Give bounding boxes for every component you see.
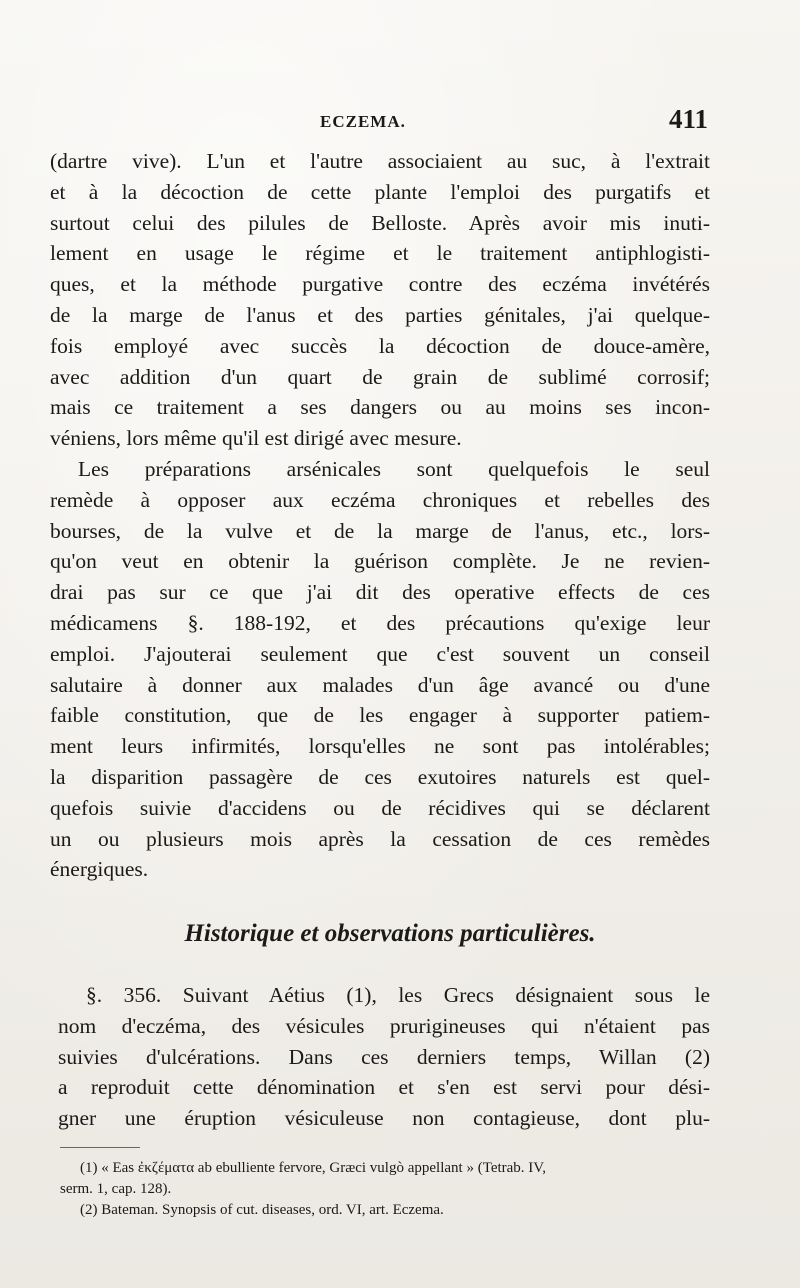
text-line: qu'on veut en obtenir la guérison complète. Je ne revien- <box>50 549 710 574</box>
text-line: faible constitution, que de les engager à supporter patiem- <box>50 703 710 728</box>
text-line: surtout celui des pilules de Belloste. Après avoir mis inuti- <box>50 210 710 235</box>
page-number: 411 <box>668 104 708 134</box>
footnote-line: (1) « Eas ἐκζέματα ab ebulliente fervore, Græci vulgò appellant » (Tetrab. IV, <box>80 1160 546 1176</box>
running-head: ECZEMA. <box>320 112 406 131</box>
footnote-line: serm. 1, cap. 128). <box>60 1181 172 1197</box>
text-line: lement en usage le régime et le traitement antiphlogisti- <box>50 241 710 266</box>
section-heading: Historique et observations particulières. <box>184 920 596 947</box>
text-line: et à la décoction de cette plante l'emploi des purgatifs et <box>50 179 710 204</box>
text-line: §. 356. Suivant Aétius (1), les Grecs désignaient sous le <box>86 983 710 1007</box>
text-line: fois employé avec succès la décoction de douce-amère, <box>50 333 710 358</box>
text-line: salutaire à donner aux malades d'un âge avancé ou d'une <box>50 672 710 697</box>
body-text <box>50 146 710 885</box>
text-line: quefois suivie d'accidens ou de récidives qui se déclarent <box>50 795 710 820</box>
footnotes <box>60 1158 720 1221</box>
text-line: avec addition d'un quart de grain de sublimé corrosif; <box>50 364 710 389</box>
text-line: ment leurs infirmités, lorsqu'elles ne sont pas intolérables; <box>50 734 710 759</box>
text-line: de la marge de l'anus et des parties génitales, j'ai quelque- <box>50 302 710 327</box>
text-line: un ou plusieurs mois après la cessation de ces remèdes <box>50 826 710 851</box>
section-text <box>58 980 710 1134</box>
text-line: suivies d'ulcérations. Dans ces derniers temps, Willan (2) <box>58 1044 710 1069</box>
text-line: Les préparations arsénicales sont quelquefois le seul <box>78 456 710 481</box>
text-line: la disparition passagère de ces exutoires naturels est quel- <box>50 764 710 789</box>
text-line: mais ce traitement a ses dangers ou au moins ses incon- <box>50 395 710 420</box>
text-line: nom d'eczéma, des vésicules prurigineuses qui n'étaient pas <box>58 1013 710 1038</box>
footnote-divider <box>60 1147 140 1148</box>
text-line: a reproduit cette dénomination et s'en est servi pour dési- <box>58 1075 710 1100</box>
footnote-line: (2) Bateman. Synopsis of cut. diseases, ord. VI, art. Eczema. <box>80 1202 444 1218</box>
text-line: énergiques. <box>50 857 149 882</box>
text-line: (dartre vive). L'un et l'autre associaient au suc, à l'extrait <box>50 149 710 173</box>
text-line: bourses, de la vulve et de la marge de l'anus, etc., lors- <box>50 518 710 543</box>
text-line: médicamens §. 188-192, et des précautions qu'exige leur <box>50 610 710 635</box>
text-line: gner une éruption vésiculeuse non contagieuse, dont plu- <box>58 1106 710 1131</box>
text-line: drai pas sur ce que j'ai dit des operative effects de ces <box>50 580 710 605</box>
text-line: véniens, lors même qu'il est dirigé avec mesure. <box>50 426 462 451</box>
text-line: ques, et la méthode purgative contre des eczéma invétérés <box>50 272 710 297</box>
text-line: emploi. J'ajouterai seulement que c'est souvent un conseil <box>50 641 710 666</box>
text-line: remède à opposer aux eczéma chroniques et rebelles des <box>50 487 710 512</box>
page-header <box>60 104 708 144</box>
